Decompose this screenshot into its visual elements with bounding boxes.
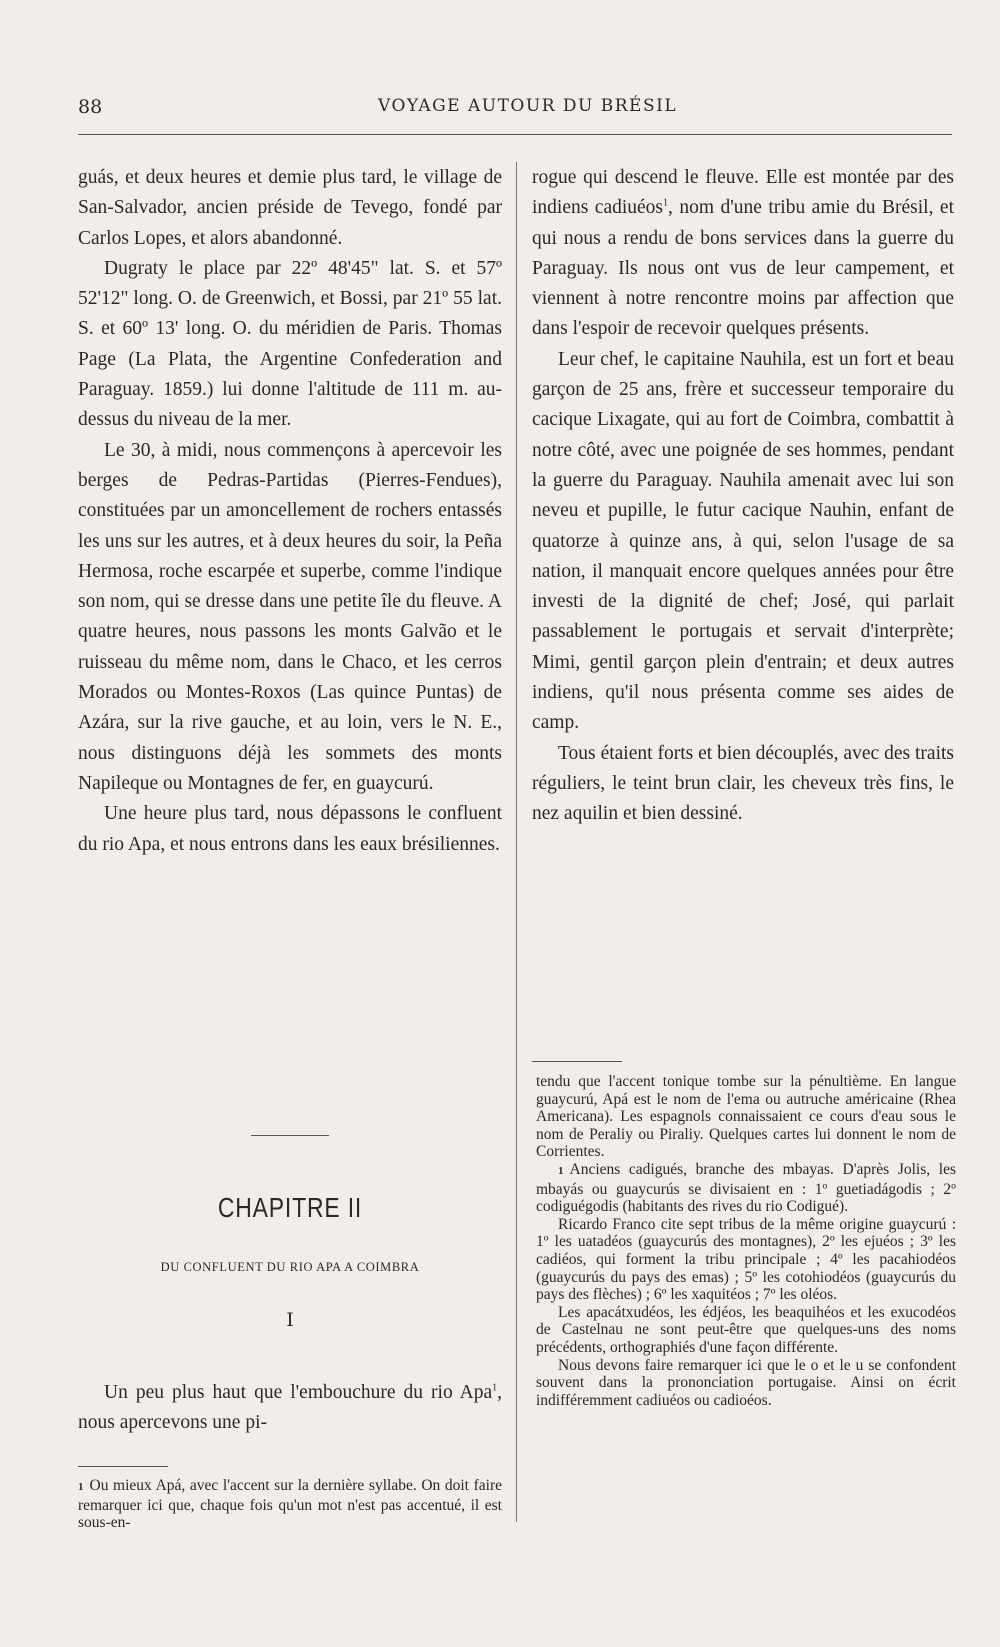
footnote xyxy=(536,1161,956,1216)
footnote-mark: 1 xyxy=(558,1164,564,1177)
section-numeral: I xyxy=(286,1309,294,1331)
text-run: , nous apercevons une pi- xyxy=(78,1382,502,1434)
text-run: Un peu plus haut que l'embouchure du rio Apa xyxy=(104,1382,493,1403)
paragraph: guás, et deux heures et demie plus tard, le village de San-Salvador, ancien préside de Tevego, fondé par Carlos Lopes, et alors abandonné. xyxy=(78,167,502,249)
left-column xyxy=(78,163,502,860)
text-run: rogue qui descend le fleuve. Elle est montée par des indiens cadiuéos xyxy=(532,167,954,219)
chapter-title: CHAPITRE II xyxy=(217,1192,363,1223)
footnote-continuation: tendu que l'accent tonique tombe sur la pénultième. En langue guaycurú, Apá est le nom de l'ema ou autruche américaine (Rhea Americana). Les espagnols connaissaient ce cours d'eau sous le nom de Peraliy ou Piraliy. Quelques cartes lui donnent le nom de Corrientes. xyxy=(536,1073,956,1161)
paragraph: Dugraty le place par 22º 48'45" lat. S. et 57º 52'12" long. O. de Greenwich, et Bossi, par 21º 55 lat. S. et 60º 13' long. O. du méridien de Paris. Thomas Page (La Plata, the Argentine Confederation and Paraguay. 1859.) lui donne l'altitude de 111 m. au-dessus du niveau de la mer. xyxy=(78,257,502,431)
footnote-rule xyxy=(532,1061,622,1062)
right-column xyxy=(532,163,954,830)
paragraph: Le 30, à midi, nous commençons à apercevoir les berges de Pedras-Partidas (Pierres-Fendues), constituées par un amoncellement de rochers entassés les uns sur les autres, et à deux heures du soir, la Peña Hermosa, roche escarpée et superbe, comme l'indique son nom, qui se dresse dans une petite île du fleuve. A quatre heures, nous passons les monts Galvão et le ruisseau du même nom, dans le Chaco, et les cerros Morados ou Montes-Roxos (Las quince Puntas) de Azára, sur la rive gauche, et au loin, vers le N. E., nous distinguons déjà les sommets des monts Napileque ou Montagnes de fer, en guaycurú. xyxy=(78,439,502,794)
footnote-left xyxy=(78,1477,502,1532)
footnote-rule xyxy=(78,1466,168,1467)
chapter-opening xyxy=(78,1378,502,1439)
text-run: , nom d'une tribu amie du Brésil, et qui nous a rendu de bons services dans la guerre du Paraguay. Ils nous ont vus de leur campement, et viennent à notre rencontre moins par affection que dans l'espoir de recevoir quelques présents. xyxy=(532,197,954,340)
footnote: Nous devons faire remarquer ici que le o et le u se confondent souvent dans la prononciation portugaise. Ainsi on écrit indifféremment cadiuéos ou cadioéos. xyxy=(536,1356,956,1409)
paragraph: Leur chef, le capitaine Nauhila, est un fort et beau garçon de 25 ans, frère et successeur temporaire du cacique Lixagate, qui au fort de Coimbra, combattit à notre côté, avec une poignée de ses hommes, pendant la guerre du Paraguay. Nauhila amenait avec lui son neveu et pupille, le futur cacique Nauhin, enfant de quatorze à quinze ans, à qui, selon l'usage de sa nation, il manquait encore quelques années pour être investi de la dignité de chef; José, qui parlait passablement le portugais et servait d'interprète; Mimi, gentil garçon plein d'entrain; et deux autres indiens, qu'il nous présenta comme ses aides de camp. xyxy=(532,348,954,734)
footnote-text: Ou mieux Apá, avec l'accent sur la dernière syllabe. On doit faire remarquer ici que, chaque fois qu'un mot n'est pas accentué, il est sous-en- xyxy=(78,1477,502,1531)
footnote-ref: 1 xyxy=(663,197,669,209)
footnote-text: Anciens cadigués, branche des mbayas. D'après Jolis, les mbayás ou guaycurús se divisaient en : 1º guetiadágodis ; 2º codiguégodis (habitants des rives du rio Codigué). xyxy=(536,1160,956,1216)
footnote-mark: 1 xyxy=(78,1481,84,1493)
running-head xyxy=(78,96,952,122)
column-divider xyxy=(516,162,517,1522)
footnotes-right xyxy=(536,1073,956,1409)
paragraph xyxy=(78,1378,502,1439)
header-rule xyxy=(78,134,952,135)
chapter-rule xyxy=(251,1135,329,1136)
footnote-ref: 1 xyxy=(492,1382,498,1394)
footnote: Ricardo Franco cite sept tribus de la même origine guaycurú : 1º les uatadéos (guaycurús des montagnes), 2º les ejuéos ; 3º les cadiéos, qui forment la tribu principale ; 4º les pacahiodéos (guaycurús du pays des emas) ; 5º les cotohiodéos (guaycurús du pays des flèches) ; 6º les xaquitéos ; 7º les oléos. xyxy=(536,1215,956,1304)
paragraph: Une heure plus tard, nous dépassons le confluent du rio Apa, et nous entrons dans les eaux brésiliennes. xyxy=(78,803,502,855)
paragraph xyxy=(532,163,954,345)
paragraph: Tous étaient forts et bien découplés, avec des traits réguliers, le teint brun clair, les cheveux très fins, le nez aquilin et bien dessiné. xyxy=(532,742,954,825)
page-number: 88 xyxy=(78,96,103,118)
chapter-subtitle: DU CONFLUENT DU RIO APA A COIMBRA xyxy=(160,1260,420,1274)
footnote: Les apacátxudéos, les édjéos, les beaquihéos et les exucodéos de Castelnau ne sont peut-être que quelques-uns des noms précédents, orthographiés d'une façon différente. xyxy=(536,1303,956,1356)
chapter-heading xyxy=(78,1135,502,1331)
running-title: VOYAGE AUTOUR DU BRÉSIL xyxy=(378,96,678,116)
